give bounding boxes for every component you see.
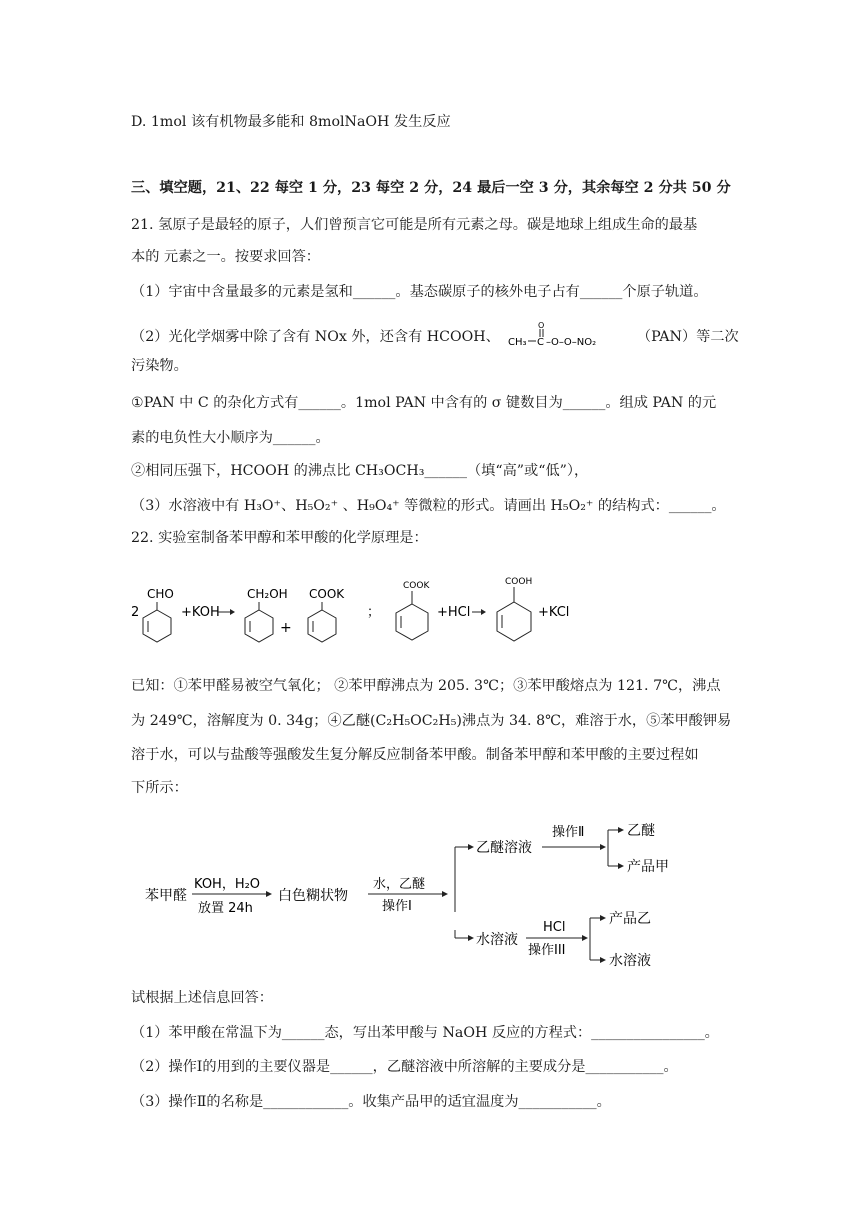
answer-3: （3）操作Ⅱ的名称是____________。收集产品甲的适宜温度为___________。 [131, 1094, 611, 1110]
flow-split-1-top-head [618, 827, 624, 833]
flow-op2: 操作Ⅱ [552, 825, 585, 840]
pan-oxygen: O [538, 321, 545, 330]
pan-chain: –O–O–NO₂ [546, 337, 597, 348]
q21-item1-line1: ①PAN 中 C 的杂化方式有______。1mol PAN 中含有的 σ 键数目为______。组成 PAN 的元 [131, 395, 717, 411]
scheme-arrow-2-head [481, 609, 486, 615]
q21-part1: （1）宇宙中含量最多的元素是氢和______。基态碳原子的核外电子占有______个原子轨道。 [131, 284, 708, 300]
q21-part2-post: （PAN）等二次 [636, 329, 739, 345]
known-line4: 下所示： [131, 780, 188, 796]
flow-op3: 操作III [528, 943, 566, 958]
potassium-benzoate-ring [308, 610, 336, 642]
flow-start: 苯甲醛 [145, 888, 187, 904]
scheme-semicolon: ； [367, 605, 381, 620]
flow-split-2-top-head [600, 915, 606, 921]
scheme-kcl: +KCl [538, 605, 570, 620]
flow-branch-top-head [468, 844, 474, 850]
flow-split-2-bottom-head [600, 957, 606, 963]
potassium-benzoate-2-label: COOK [403, 581, 430, 591]
flow-cond1-top: KOH，H₂O [194, 877, 261, 892]
scheme-plus: + [280, 620, 292, 636]
pan-ch3: CH₃ [508, 337, 527, 348]
q21-part2-line1 [131, 321, 739, 353]
flow-arrow-3-head [600, 844, 606, 850]
process-flowchart [140, 812, 700, 972]
scheme-koh: +KOH [181, 605, 220, 620]
flow-arrow-2-head [442, 891, 448, 897]
scheme-coefficient: 2 [131, 605, 140, 620]
pan-structure [508, 321, 628, 353]
section-heading: 三、填空题，21、22 每空 1 分，23 每空 2 分，24 最后一空 3 分，其余每空 2 分共 50 分 [131, 180, 731, 196]
flow-product-b: 产品乙 [609, 911, 651, 927]
flow-split-1-bottom-head [618, 863, 624, 869]
flow-cond2-bottom: 操作Ⅰ [382, 899, 412, 914]
flow-arrow-4-head [582, 935, 588, 941]
q21-part2-pre: （2）光化学烟雾中除了含有 NOx 外，还含有 HCOOH、 [131, 329, 500, 345]
benzaldehyde-ring [143, 610, 171, 642]
flow-product-a: 产品甲 [627, 859, 669, 875]
flow-cond1-bottom: 放置 24h [198, 901, 253, 916]
flow-aqueous: 水溶液 [476, 932, 518, 948]
potassium-benzoate-label: COOK [309, 587, 345, 601]
reaction-scheme [131, 566, 731, 656]
benzyl-alcohol-label: CH₂OH [247, 587, 288, 601]
q21-intro-line1: 21. 氢原子是最轻的原子，人们曾预言它可能是所有元素之母。碳是地球上组成生命的最基 [131, 217, 698, 233]
q21-part3: （3）水溶液中有 H₃O⁺、H₅O₂⁺ 、H₉O₄⁺ 等微粒的形式。请画出 H₅O₂⁺ 的结构式：______。 [131, 498, 726, 514]
flow-cond2-top: 水，乙醚 [373, 877, 426, 892]
q21-part2-line2: 污染物。 [131, 358, 188, 374]
q22-intro: 22. 实验室制备苯甲醇和苯甲酸的化学原理是： [131, 530, 428, 546]
flow-ether-solution: 乙醚溶液 [476, 840, 532, 856]
answer-1: （1）苯甲酸在常温下为______态，写出苯甲酸与 NaOH 反应的方程式：________________。 [131, 1025, 719, 1041]
benzoic-acid-label: COOH [505, 577, 533, 587]
known-line1: 已知：①苯甲醛易被空气氧化； ②苯甲醇沸点为 205. 3℃；③苯甲酸熔点为 121. 7℃，沸点 [131, 678, 721, 694]
flow-mid: 白色糊状物 [278, 888, 348, 904]
scheme-arrow-1-head [230, 609, 235, 615]
flow-hcl: HCl [543, 920, 566, 935]
benzyl-alcohol-ring [245, 610, 273, 642]
q21-intro-line2: 本的 元素之一。按要求回答： [131, 249, 320, 265]
answer-intro: 试根据上述信息回答： [131, 990, 273, 1006]
option-d: D. 1mol 该有机物最多能和 8molNaOH 发生反应 [131, 114, 451, 130]
flow-aqueous-2: 水溶液 [609, 953, 651, 969]
known-line2: 为 249℃，溶解度为 0. 34g；④乙醚(C₂H₅OC₂H₅)沸点为 34. 8℃，难溶于水，⑤苯甲酸钾易 [131, 713, 732, 729]
flow-branch-bottom-head [468, 935, 474, 941]
known-line3: 溶于水，可以与盐酸等强酸发生复分解反应制备苯甲酸。制备苯甲醇和苯甲酸的主要过程如 [131, 747, 699, 763]
answer-2: （2）操作Ⅰ的用到的主要仪器是______，乙醚溶液中所溶解的主要成分是___________。 [131, 1059, 678, 1075]
flow-ether-product: 乙醚 [627, 823, 655, 839]
q21-item2: ②相同压强下，HCOOH 的沸点比 CH₃OCH₃______（填“高”或“低”）， [131, 463, 589, 479]
scheme-hcl: +HCl [437, 605, 471, 620]
pan-carbon: C [537, 337, 545, 348]
flow-arrow-1-head [266, 891, 272, 897]
q21-item1-line2: 素的电负性大小顺序为______。 [131, 430, 330, 446]
benzaldehyde-cho-label: CHO [147, 587, 174, 601]
